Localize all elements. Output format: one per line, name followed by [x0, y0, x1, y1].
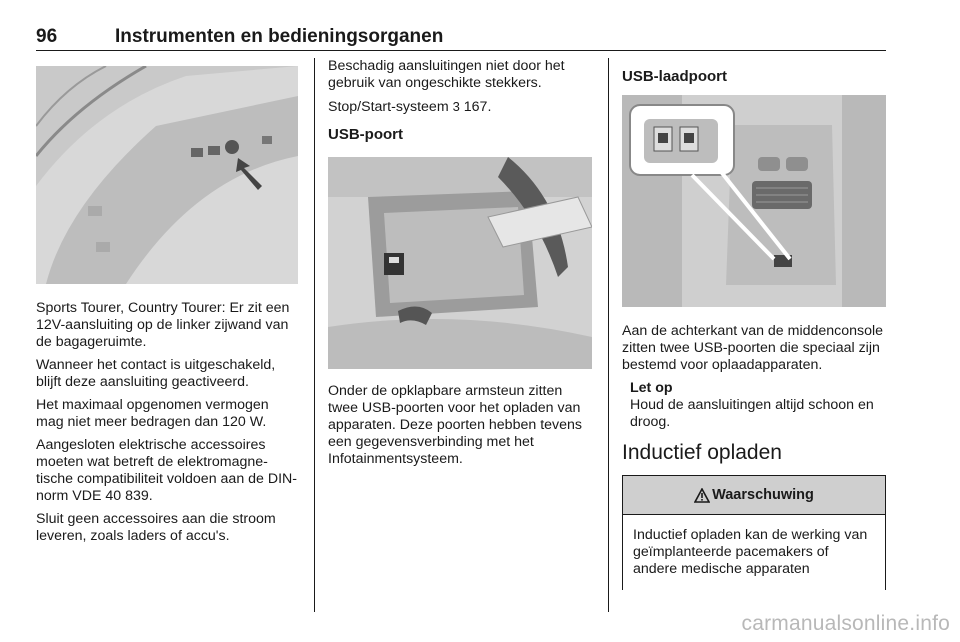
- note: [630, 380, 888, 431]
- watermark: carmanualsonline.info: [741, 612, 950, 635]
- paragraph: Sluit geen accessoires aan die stroom leveren, zoals laders of accu's.: [36, 511, 276, 544]
- warning-box: [622, 475, 886, 590]
- warning-header: [623, 476, 885, 515]
- warning-body: [623, 515, 885, 590]
- section-heading: USB-poort: [328, 126, 403, 143]
- page-number: 96: [36, 26, 58, 47]
- page-header: [36, 26, 886, 51]
- paragraph: Sports Tourer, Country Tourer: Er zit een 12V-aansluiting op de linker zijwand van de bagageruimte.: [36, 300, 290, 350]
- column-right: [622, 58, 888, 590]
- column-left: [36, 58, 300, 551]
- paragraph: Aan de achterkant van de middenconsole zitten twee USB-poorten die speciaal zijn bestemd voor oplaadapparaten.: [622, 323, 884, 373]
- section-heading: USB-laadpoort: [622, 68, 727, 85]
- paragraph: Aangesloten elektrische accessoires moeten wat betreft de elektromagnetische compatibiliteit voldoen aan de DIN-norm VDE 40 839.: [36, 437, 298, 504]
- paragraph: Het maximaal opgenomen vermogen mag niet meer bedragen dan 120 W.: [36, 397, 269, 430]
- warning-title: Waarschuwing: [712, 487, 814, 503]
- section-heading-inductive: Inductief opladen: [622, 441, 782, 464]
- paragraph: Beschadig aansluitingen niet door het gebruik van ongeschikte stekkers.: [328, 58, 565, 91]
- trunk-socket-photo: [36, 66, 298, 284]
- reference-page: 167.: [463, 99, 492, 115]
- warning-triangle-icon: [694, 488, 710, 503]
- column-middle: [328, 58, 596, 474]
- paragraph: Onder de opklapbare armsteun zitten twee USB-poorten voor het opladen van apparaten. Deze poorten hebben tevens een gegevensverbinding met het Infotainmentsysteem.: [328, 383, 582, 467]
- warning-text: Inductief opladen kan de werking van geïmplanteerde pacemakers of andere medische apparaten: [633, 527, 868, 577]
- cross-reference: [328, 98, 596, 116]
- column-divider: [608, 58, 609, 612]
- note-text: Houd de aansluitingen altijd schoon en droog.: [630, 397, 874, 430]
- note-title: Let op: [630, 380, 673, 396]
- chapter-title: Instrumenten en bedieningsorganen: [115, 26, 444, 47]
- page-reference-icon: 3: [452, 99, 460, 114]
- reference-text: Stop/Start-systeem: [328, 99, 449, 115]
- usb-charging-port-photo: [622, 95, 886, 307]
- usb-port-photo: [328, 157, 592, 369]
- paragraph: Wanneer het contact is uitgeschakeld, blijft deze aansluiting geactiveerd.: [36, 357, 276, 390]
- column-divider: [314, 58, 315, 612]
